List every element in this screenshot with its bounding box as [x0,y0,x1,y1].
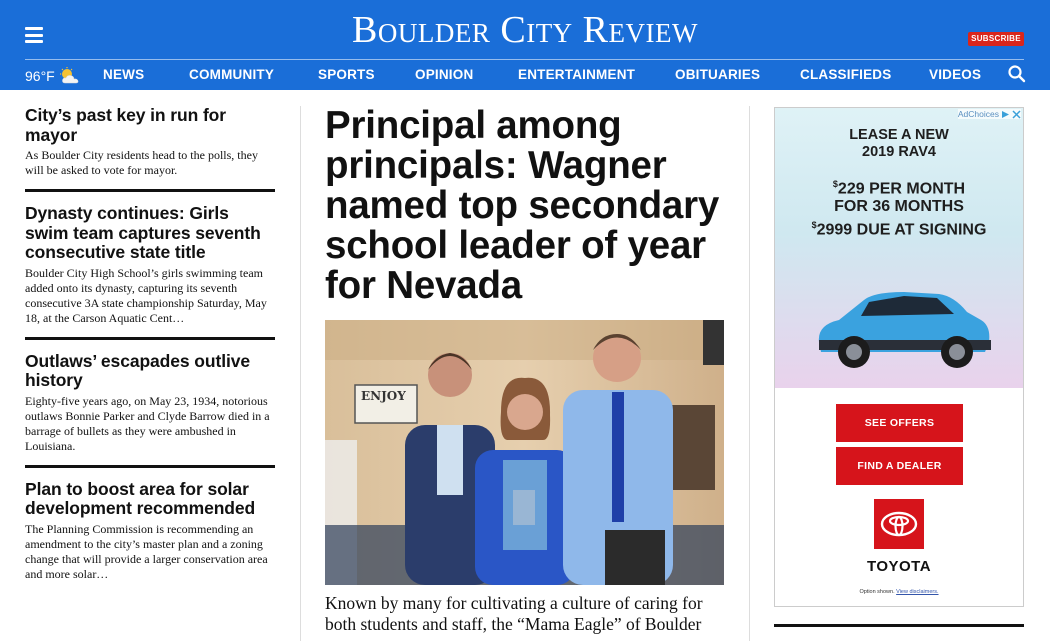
story-divider [25,465,275,468]
story-summary: Boulder City High School’s girls swimming team added onto its dynasty, capturing its seventh consecutive 3A state championship Saturday, May 18, at the Carson Aquatic Cent… [25,265,267,325]
ad-headline [775,127,1023,161]
nav-videos[interactable]: VIDEOS [929,67,982,82]
story-headline[interactable]: City’s past key in run for mayor [25,105,226,145]
right-rail-divider [774,624,1024,627]
lead-story-photo[interactable] [325,320,724,585]
story-summary: As Boulder City residents head to the polls, they will be asked to vote for mayor. [25,148,258,177]
adchoices-icon [1001,110,1010,119]
close-icon[interactable] [1012,110,1021,119]
column-divider [300,106,301,641]
ad-offer [775,175,1023,240]
ad-brand-name: TOYOTA [866,558,932,575]
ad-disclaimer [775,589,1023,595]
weather-temp: 96°F [25,68,55,84]
adchoices-badge[interactable] [958,109,1021,119]
site-header [0,0,1050,90]
nav-obituaries[interactable]: OBITUARIES [675,67,761,82]
search-icon[interactable] [1007,64,1027,84]
story-headline[interactable]: Plan to boost area for solar development recommended [25,478,256,518]
story-divider [25,189,275,192]
story-card[interactable] [25,480,275,582]
story-divider [25,337,275,340]
photo-image [325,320,724,585]
see-offers-button[interactable]: SEE OFFERS [836,404,963,442]
car-image [809,280,994,380]
story-summary: Eighty-five years ago, on May 23, 1934, notorious outlaws Bonnie Parker and Clyde Barrow died in a barrage of bullets as they were ambushed in Louisiana. [25,393,270,453]
ad-option-shown: Option shown. [859,589,897,595]
ad-price-line: $229 PER MONTH [832,179,966,198]
ad-due-line: $2999 DUE AT SIGNING [811,220,987,239]
partly-cloudy-icon [58,67,82,85]
ad-term-line: FOR 36 MONTHS [834,198,964,216]
story-card[interactable] [25,204,275,326]
story-headline[interactable]: Outlaws’ escapades outlive history [25,350,250,390]
nav-opinion[interactable]: OPINION [415,67,474,82]
photo-sign-text: ENJOY [361,389,406,403]
story-card[interactable] [25,352,275,454]
ad-line-1: LEASE A NEW [849,127,949,143]
view-disclaimers-link[interactable]: View disclaimers. [896,589,939,595]
story-card[interactable] [25,106,275,178]
secondary-stories [25,106,275,582]
nav-sports[interactable]: SPORTS [318,67,375,82]
column-divider [749,106,750,641]
weather-widget[interactable] [25,67,82,85]
story-headline[interactable]: Dynasty continues: Girls swim team captures seventh consecutive state title [25,203,261,262]
nav-news[interactable]: NEWS [103,67,145,82]
lead-story-summary: Known by many for cultivating a culture of caring for both students and staff, the “Mama Eagle” of Boulder [325,593,703,634]
subscribe-button[interactable]: SUBSCRIBE [968,32,1024,46]
lead-story-headline[interactable]: Principal among principals: Wagner named top secondary school leader of year for Nevada [325,104,720,307]
nav-classifieds[interactable]: CLASSIFIEDS [800,67,892,82]
site-masthead[interactable]: Boulder City Review [352,9,698,51]
adchoices-label: AdChoices [957,109,999,119]
ad-line-2: 2019 RAV4 [862,144,936,160]
advertisement[interactable] [774,107,1024,607]
story-summary: The Planning Commission is recommending an amendment to the city’s master plan and a zoning change that will provide a larger conservation area and more solar… [25,521,268,581]
nav-community[interactable]: COMMUNITY [189,67,275,82]
find-dealer-button[interactable]: FIND A DEALER [836,447,963,485]
main-nav [0,60,1050,90]
ad-banner-area [775,108,1023,388]
nav-entertainment[interactable]: ENTERTAINMENT [518,67,636,82]
toyota-logo-icon [874,499,924,549]
